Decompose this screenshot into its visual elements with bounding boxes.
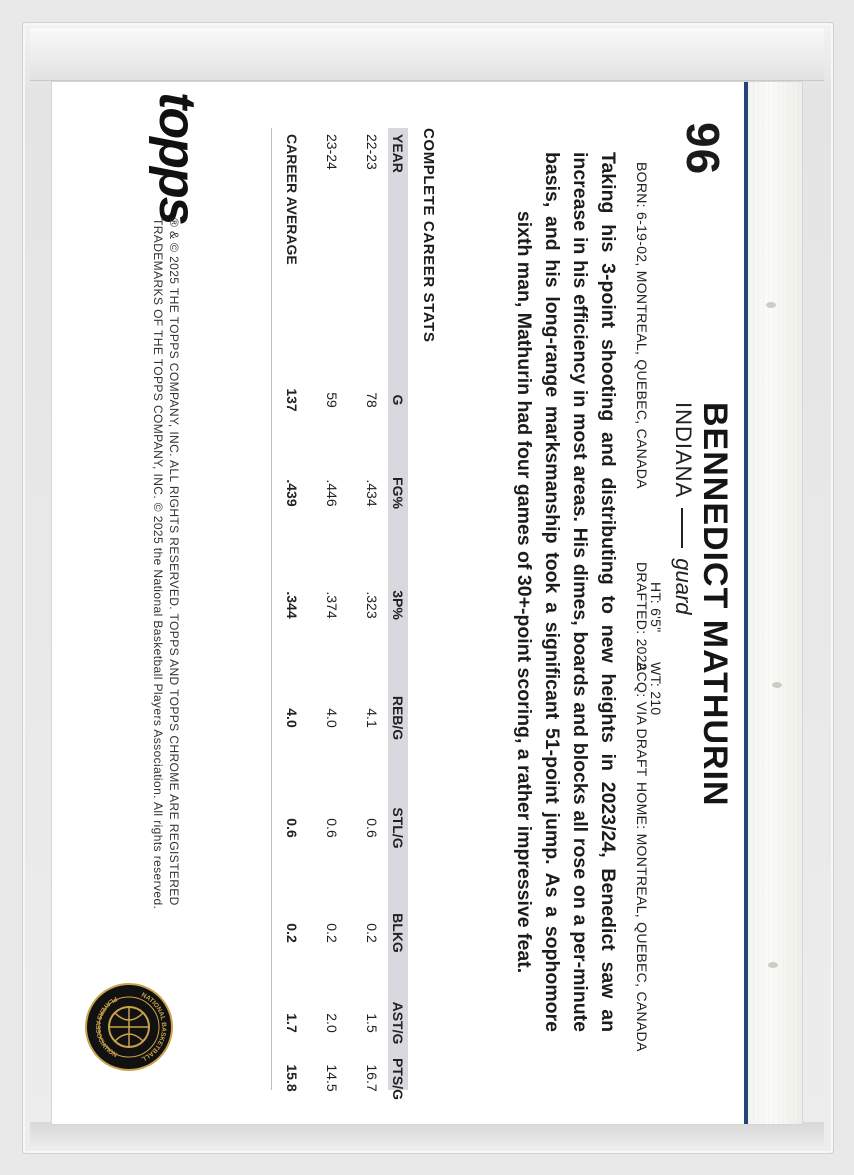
col-header: PTS/G	[390, 1058, 406, 1101]
team-line	[670, 402, 696, 615]
born-info: BORN: 6-19-02, MONTREAL, QUEBEC, CANADA	[634, 162, 650, 489]
career-stats-table	[260, 128, 408, 1101]
stat-cell: 137	[284, 388, 300, 412]
accent-line	[744, 82, 748, 1124]
stat-cell: 4.0	[324, 708, 340, 728]
dash-divider	[681, 508, 683, 548]
height-info: HT: 6'5"	[648, 582, 664, 633]
col-header: BLKG	[390, 913, 406, 953]
stat-cell: 16.7	[364, 1064, 380, 1092]
stat-cell: .323	[364, 591, 380, 619]
stats-title: COMPLETE CAREER STATS	[420, 128, 437, 343]
stat-cell: 0.6	[284, 818, 300, 838]
legal-line: ® & © 2025 THE TOPPS COMPANY, INC. ALL RIGHTS RESERVED. TOPPS AND TOPPS CHROME ARE REGISTERED	[167, 218, 181, 906]
stat-cell: 15.8	[284, 1064, 300, 1092]
stat-cell: .434	[364, 479, 380, 507]
col-header: REB/G	[390, 695, 406, 741]
nbpa-text-bottom: PLAYERS ASSOCIATION	[93, 994, 119, 1060]
stat-cell: .344	[284, 591, 300, 619]
stat-cell: 22-23	[364, 134, 380, 170]
topps-logo: topps	[148, 92, 206, 224]
col-header: AST/G	[390, 1001, 406, 1045]
sleeve-top-edge	[30, 28, 824, 81]
stat-cell: 0.6	[364, 818, 380, 838]
stat-cell: 4.1	[364, 708, 380, 728]
player-name: BENNEDICT MATHURIN	[696, 402, 734, 807]
wood-texture-strip	[748, 82, 802, 1124]
home-info: HOME: MONTREAL, QUEBEC, CANADA	[634, 782, 650, 1052]
table-row	[300, 128, 340, 1090]
stat-cell: CAREER AVERAGE	[284, 134, 300, 265]
col-header: G	[390, 394, 406, 406]
weight-info: WT: 210	[648, 662, 664, 716]
card-number: 96	[677, 122, 729, 176]
stat-cell: .439	[284, 479, 300, 507]
nbpa-text-top: NATIONAL BASKETBALL	[140, 991, 168, 1063]
stat-cell: 78	[364, 392, 380, 408]
trading-card-back	[52, 82, 802, 1124]
drafted-info: DRAFTED: 2022	[634, 562, 650, 671]
stat-cell: 2.0	[324, 1013, 340, 1033]
stat-cell: 23-24	[324, 134, 340, 170]
table-row	[340, 128, 380, 1090]
stat-cell: 59	[324, 392, 340, 408]
player-position: guard	[671, 558, 696, 615]
col-header: YEAR	[390, 134, 406, 173]
player-bio: Taking his 3-point shooting and distributing to new heights in 2023/24, Benedict saw an increase in his efficiency in most areas. His dimes, boards and blocks all rose on a per-minute basis, and his long-range marksmanship took a significant 51-point jump. As a sophomore sixth man, Mathurin had four games of 30+-point scoring, a rather impressive feat.	[513, 152, 619, 1032]
nbpa-logo	[84, 982, 174, 1072]
legal-text	[150, 218, 182, 938]
sleeve-bottom-edge	[30, 1122, 824, 1146]
stat-cell: 0.6	[324, 818, 340, 838]
stat-cell: 1.7	[284, 1013, 300, 1033]
team-name: INDIANA	[671, 402, 696, 499]
stat-cell: 0.2	[284, 923, 300, 943]
stats-header-row	[388, 128, 408, 1101]
stat-cell: .374	[324, 591, 340, 619]
col-header: 3P%	[390, 590, 406, 620]
stat-cell: 0.2	[324, 923, 340, 943]
stat-cell: 14.5	[324, 1064, 340, 1092]
col-header: STL/G	[390, 807, 406, 849]
stats-bottom-divider	[271, 128, 272, 1090]
career-average-row	[260, 128, 300, 1090]
card-content-rotated	[52, 82, 742, 1124]
stat-cell: 0.2	[364, 923, 380, 943]
stat-cell: .446	[324, 479, 340, 507]
legal-line: TRADEMARKS OF THE TOPPS COMPANY, INC. © 2025 the National Basketball Players Association. All rights reserved.	[151, 218, 165, 910]
stat-cell: 1.5	[364, 1013, 380, 1033]
col-header: FG%	[390, 477, 406, 509]
stat-cell: 4.0	[284, 708, 300, 728]
acquired-info: ACQ: VIA DRAFT	[634, 662, 650, 777]
